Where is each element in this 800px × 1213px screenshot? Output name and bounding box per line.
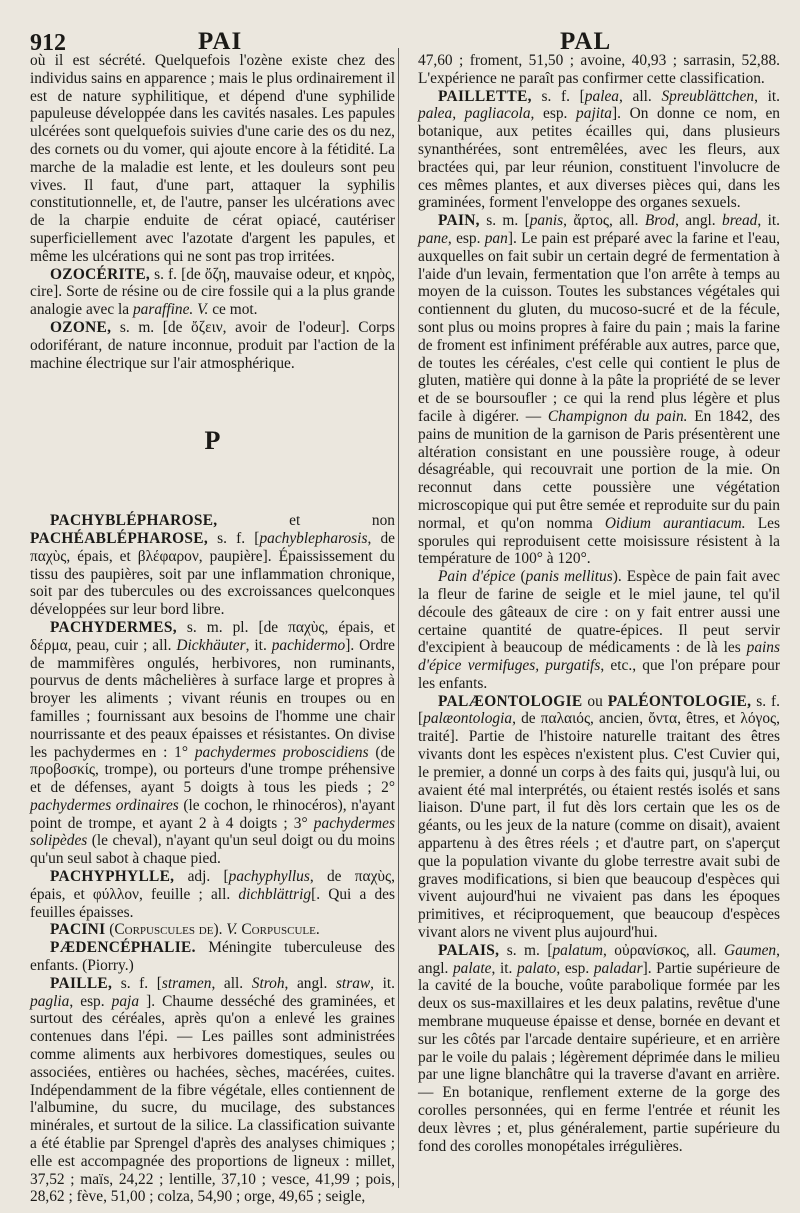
entry-italic: pajita [576, 105, 612, 123]
entry-text: (le cochon, le rhinocéros), n'ayant point de trompe, et ayant 2 à 4 doigts ; 3° [30, 796, 395, 832]
entry-italic: stramen [161, 974, 212, 992]
entry-italic: pan [484, 229, 508, 247]
entry-italic: paja [111, 992, 140, 1010]
entry-text: ). [213, 921, 227, 939]
headword: PACHYBLÉPHAROSE, [50, 512, 218, 530]
entry-continuation: 47,60 ; froment, 51,50 ; avoine, 40,93 ; sarrasin, 52,88. L'expérience ne paraît pas confirmer cette classification. [418, 52, 780, 87]
entry-italic: pachydermes solipèdes [30, 814, 395, 850]
headword: PACINI [50, 921, 106, 939]
entry-text: s. m. pl. [de παχὺς, épais, et δέρμα, peau, cuir ; all. [30, 618, 395, 654]
entry-italic: pachyblepharosis [259, 529, 368, 547]
entry-text: s. f. [ [531, 87, 585, 105]
entry-italic: Gaumen [723, 941, 777, 959]
entry-paedencephalie [30, 939, 395, 975]
entry-text: (de προβοσκίς, trompe), ou porteurs d'une trompe préhensive et de défenses, ayant 5 doigts à tous les pieds ; 2° [30, 743, 396, 797]
left-column [30, 52, 395, 1206]
entry-text: , de παλαιός, ancien, ὄντα, êtres, et λόγος, traité]. Partie de l'histoire naturelle traitant des êtres vivants dont les espèces n'existent plus. C'est Cuvier qui, le premier, a donné un corps à des faits qui, jusqu'à lui, ou avaient été mal interprétés, ou étaient restés isolés et sans liaison. D'une part, il fut dès lors certain que les os de géants, ou les jeux de la nature (comme on disait), avaient appartenu à des êtres réels ; et d'autre part, on s'aperçut que la population vivante du globe terrestre avait subi de graves modifications, si bien que beaucoup d'espèces qui vivent aujourd'hui ne vivaient pas dans les époques primitives, et réciproquement, que beaucoup d'espèces vivant alors ne vivent plus aujourd'hui. [418, 710, 780, 942]
entry-italic: Champignon du pain. [547, 407, 688, 425]
page-header [0, 14, 800, 54]
entry-text: En 1842, des pains de munition de la garnison de Paris présentèrent une altération consistant en une poussière rouge, à odeur désagréable, qui recouvrait une portion de la mie. On reconnut dans cette poussière une végétation microscopique qui put être semée et reproduite sur du pain normal, et qu'on nomma [418, 407, 780, 532]
entry-pachyphylle [30, 868, 395, 921]
entry-italic: palea, pagliacola [418, 105, 531, 123]
entry-italic: Brod [644, 212, 676, 230]
entry-text: ou [582, 692, 608, 710]
entry-pachydermes [30, 619, 395, 868]
entry-italic: V. [226, 921, 238, 939]
entry-italic: palate [452, 959, 492, 977]
entry-text: , de παχὺς, épais, et βλέφαρον, paupière]. Épaississement du tissu des paupières, soit par une inflammation chronique, soit par des tubercules ou des excroissances quelconques développées sur leur bord libre. [30, 529, 395, 619]
entry-italic: Spreublättchen [661, 87, 755, 105]
entry-text: [. Qui a des feuilles épaisses. [30, 885, 395, 921]
entry-text: , all. [619, 87, 662, 105]
running-head-left: PAI [198, 28, 243, 55]
entry-text: ( [105, 921, 115, 939]
entry-text: ce mot. [208, 301, 258, 319]
entry-text: , angl. [284, 974, 336, 992]
right-column [418, 52, 780, 1155]
headword: OZOCÉRITE, [50, 265, 151, 283]
entry-text: , it. [491, 959, 517, 977]
entry-pain-epice [418, 568, 780, 693]
entry-pain [418, 212, 780, 568]
entry-text: ]. Partie supérieure de la cavité de la bouche, voûte parabolique formée par les deux os sus-maxillaires et les deux palatins, revêtue d'une membrane muqueuse épaisse et dense, bornée en devant et sur les côtés par l'arcade dentaire supérieure, et en arrière par le voile du palais ; légèrement déprimée dans le milieu par une ligne blanchâtre qui la traverse d'avant en arrière. — En botanique, renflement externe de la gorge des corolles personnées, qui en ferme l'entrée et réunit les deux lèvres ; et, plus généralement, partie supérieure du fond des corolles monopétales irrégulières. [418, 959, 780, 1155]
entry-italic: pane [418, 229, 448, 247]
entry-italic: paraffine. V. [132, 301, 209, 319]
entry-text: , esp. [69, 992, 112, 1010]
entry-text: , ἄρτος, all. [563, 212, 645, 230]
section-letter: P [204, 426, 221, 456]
entry-italic: straw [335, 974, 371, 992]
entry-text: , angl. [675, 212, 723, 230]
page-number: 912 [30, 30, 66, 56]
entry-italic: panis mellitus [525, 568, 613, 586]
entry-italic: paglia [30, 992, 70, 1010]
subentry-heading: Pain d'épice [438, 568, 516, 586]
entry-text: ). Espèce de pain fait avec la fleur de farine de seigle et le miel jaune, tel qu'il découle des gâteaux de cire : on y fait entrer aussi une certaine quantité de quatre-épices. Il peut servir d'excipient à beaucoup de médicaments : de là les [418, 568, 780, 657]
entry-text: , it. [245, 636, 272, 654]
entry-ozone [30, 319, 395, 372]
entry-text: ]. On donne ce nom, en botanique, aux petites écailles qui, dans plusieurs synanthérées, sont entremêlées, avec les fleurs, aux bractées qui, par leur réunion, constituent l'involucre de ces mêmes plantes, et aux diverses pièces qui, dans les graminées, forment l'enveloppe des organes sexuels. [418, 105, 780, 212]
headword: PALÆONTOLOGIE [438, 692, 583, 710]
entry-text: , all. [211, 974, 252, 992]
entry-pachyblepharose [30, 512, 395, 619]
entry-ozocerite [30, 266, 395, 319]
entry-italic: Oidium aurantiacum. [604, 514, 746, 532]
entry-text: , esp. [447, 229, 485, 247]
cross-reference: Corpuscules de [114, 921, 214, 939]
entry-italic: palato [517, 959, 557, 977]
headword: PACHYPHYLLE, [50, 868, 175, 886]
entry-text: s. m. [ [479, 212, 530, 230]
headword: PACHYDERMES, [50, 618, 177, 636]
entry-italic: panis [529, 212, 564, 230]
headword-variant: PACHÉABLÉPHAROSE, [30, 529, 208, 547]
entry-italic: paladar [593, 959, 643, 977]
entry-text: s. f. [ [418, 692, 780, 728]
entry-text: ( [515, 568, 526, 586]
headword: PAILLE, [50, 974, 113, 992]
headword-variant: PALÉONTOLOGIE, [607, 692, 752, 710]
entry-pacini [30, 921, 395, 939]
headword: PALAIS, [438, 941, 500, 959]
entry-text: Méningite tuberculeuse des enfants. (Piorry.) [30, 939, 395, 975]
column-divider [398, 48, 399, 1188]
entry-italic: pachydermes proboscidiens [194, 743, 369, 761]
entry-text: , etc., que l'on prépare pour les enfants. [418, 657, 780, 692]
entry-text: s. f. [ [112, 974, 162, 992]
entry-italic: palæontologia [423, 710, 513, 728]
entry-text: ]. Le pain est préparé avec la farine et l'eau, auxquelles on fait subir un certain degré de fermentation à l'aide d'un levain, fermentation que l'on arrête à temps au moyen de la cuisson. Toutes les substances végétales qui contiennent du gluten, du mucoso-sucré et de la fécule, sont plus ou moins propres à faire du pain ; mais la farine de froment est infiniment préférable aux autres, parce que, de toutes les céréales, c'est celle qui contient le plus de gluten, matière qui donne à la pâte la propriété de se lever et de se boursoufler ; ce qui la rend plus légère et plus facile à digérer. — [418, 229, 780, 425]
entry-text: s. f. [ [207, 529, 260, 547]
entry-italic: pachydermes ordinaires [30, 796, 179, 814]
entry-text: , it. [757, 212, 780, 230]
entry-text: adj. [ [174, 868, 229, 886]
headword: PAILLETTE, [438, 87, 532, 105]
entry-italic: palatum [552, 941, 603, 959]
entry-italic: dichblättrig [238, 885, 312, 903]
entry-text: s. m. [de ὄζειν, avoir de l'odeur]. Corps odoriférant, de nature inconnue, produit par l'action de la machine électrique sur l'air atmosphérique. [30, 318, 395, 372]
entry-text: s. m. [ [499, 941, 553, 959]
entry-italic: pachyphyllus [228, 868, 310, 886]
entry-italic: pachidermo [271, 636, 346, 654]
entry-text: , it. [370, 974, 396, 992]
entry-text: , οὐρανίσκος, all. [602, 941, 724, 959]
entry-italic: pains d'épice vermifuges, purgatifs [418, 639, 780, 675]
entry-paille [30, 975, 395, 1206]
entry-paillette [418, 88, 780, 213]
entry-text: , esp. [530, 105, 577, 123]
entry-italic: Stroh [251, 974, 285, 992]
entry-text: s. f. [de ὄζη, mauvaise odeur, et κηρὸς, cire]. Sorte de résine ou de cire fossile qui a la plus grande analogie avec la [30, 265, 395, 319]
cross-reference: Corpuscule. [241, 921, 320, 939]
entry-text: , de παχὺς, épais, et φύλλον, feuille ; all. [30, 868, 395, 903]
entry-text: et non [217, 512, 395, 530]
entry-text: Les sporules qui reproduisent cette moisissure résistent à la température de 100° à 120°. [418, 514, 780, 568]
entry-italic: bread [722, 212, 758, 230]
headword: PAIN, [438, 212, 480, 230]
entry-italic: palea [584, 87, 619, 105]
running-head-right: PAL [560, 28, 612, 55]
entry-text: , angl. [418, 941, 780, 977]
entry-palaeontologie [418, 693, 780, 942]
entry-text: ]. Ordre de mammifères ongulés, herbivores, non ruminants, pourvus de dents mâchelières à surface large et propres à broyer les aliments ; vivant réunis en troupes ou en familles ; fournissant aux besoins de l'homme une chair nourrissante et des peaux épaisses et résistantes. On divise les pachydermes en : 1° [30, 636, 395, 761]
entry-italic: Dickhäuter [176, 636, 246, 654]
headword: PÆDENCÉPHALIE. [50, 939, 196, 957]
entry-continuation: où il est sécrété. Quelquefois l'ozène existe chez des individus sains en apparence ; mais le plus ordinairement il est de nature syphilitique, et dépend d'une syphilide papuleuse développée dans les cavités nasales. Les papules ulcérées sont quelquefois suivies d'une carie des os du nez, des cornets ou du vomer, qui ajoute encore à la fétidité. La marche de la maladie est lente, et les douleurs sont peu vives. Il faut, d'une part, attaquer la syphilis constitutionnelle, et, de l'autre, panser les ulcérations avec de la charpie enduite de cérat opiacé, cautériser superficiellement avec l'azotate d'argent les papules, et même les ulcérations qui ne sont pas trop irritées. [30, 52, 395, 265]
entry-text: , it. [754, 87, 780, 105]
entry-text: ]. Chaume desséché des graminées, et surtout des céréales, après qu'on a enlevé les graines contenues dans l'épi. — Les pailles sont administrées comme aliments aux herbivores domestiques, seules ou associées, entières ou hachées, sèches, macérées, cuites. Indépendamment de la fibre végétale, elles contiennent de l'albumine, du sucre, du mucilage, des substances minérales, et surtout de la silice. La classification suivante a été établie par Sprengel d'après des analyses chimiques ; elle est accompagnée des proportions de ligneux : millet, 37,52 ; maïs, 24,22 ; lentille, 37,10 ; vesce, 41,99 ; pois, 28,62 ; fève, 51,00 ; colza, 54,90 ; orge, 49,65 ; seigle, [30, 992, 395, 1206]
entry-palais [418, 942, 780, 1156]
headword: OZONE, [50, 318, 112, 336]
entry-text: , esp. [556, 959, 594, 977]
entry-text: (le cheval), n'ayant qu'un seul doigt ou du moins qu'un seul sabot à chaque pied. [30, 832, 395, 868]
